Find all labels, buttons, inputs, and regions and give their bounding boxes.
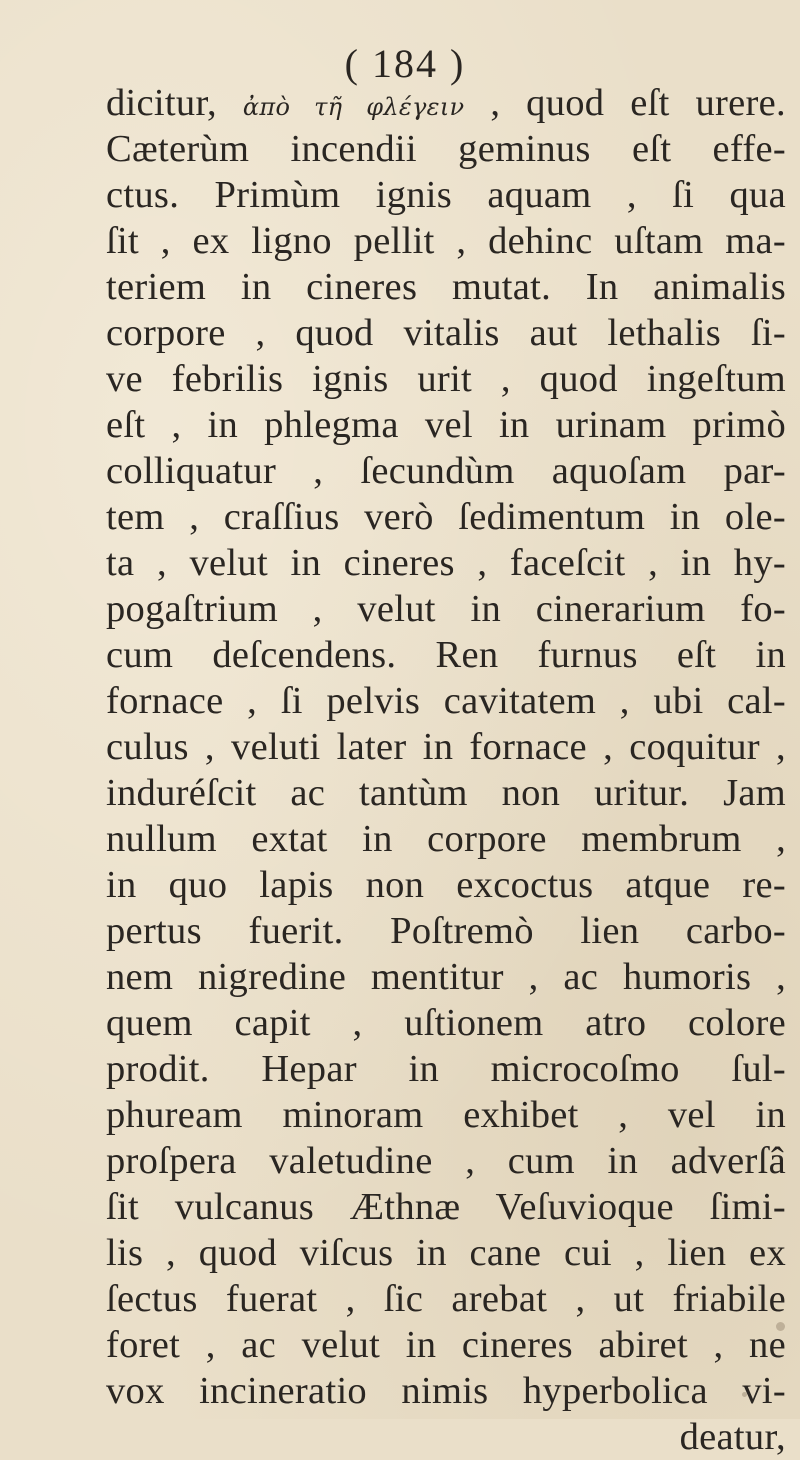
text-line: colliquatur , ſecundùm aquoſam par- xyxy=(106,450,786,492)
text-line: ſit vulcanus Æthnæ Veſuvioque ſimi- xyxy=(106,1186,786,1228)
text-line: ſectus fuerat , ſic arebat , ut friabile xyxy=(106,1278,786,1320)
text-line: pogaſtrium , velut in cinerarium fo- xyxy=(106,588,786,630)
text-line: induréſcit ac tantùm non uritur. Jam xyxy=(106,772,786,814)
text-line: ctus. Primùm ignis aquam , ſi qua xyxy=(106,174,786,216)
text-line: Cæterùm incendii geminus eſt effe- xyxy=(106,128,786,170)
text-line: pertus fuerit. Poſtremò lien carbo- xyxy=(106,910,786,952)
text-line: fornace , ſi pelvis cavitatem , ubi cal- xyxy=(106,680,786,722)
ink-speck xyxy=(776,1322,785,1331)
text-line: eſt , in phlegma vel in urinam primò xyxy=(106,404,786,446)
text-line: lis , quod viſcus in cane cui , lien ex xyxy=(106,1232,786,1274)
body-text xyxy=(106,80,786,1460)
text-line: nullum extat in corpore membrum , xyxy=(106,818,786,860)
text-line: teriem in cineres mutat. In animalis xyxy=(106,266,786,308)
text-line xyxy=(106,80,786,126)
text-line: foret , ac velut in cineres abiret , ne xyxy=(106,1324,786,1366)
text-line: ta , velut in cineres , faceſcit , in hy- xyxy=(106,542,786,584)
text-line: vox incineratio nimis hyperbolica vi- xyxy=(106,1370,786,1412)
ink-speck xyxy=(742,1392,747,1397)
text-line: phuream minoram exhibet , vel in xyxy=(106,1094,786,1136)
text-line: deatur, xyxy=(679,1416,786,1458)
text-span: , quod eſt urere. xyxy=(464,82,786,124)
text-line: corpore , quod vitalis aut lethalis ſi- xyxy=(106,312,786,354)
text-line: culus , veluti later in fornace , coquitur , xyxy=(106,726,786,768)
text-line: prodit. Hepar in microcoſmo ſul- xyxy=(106,1048,786,1090)
greek-phrase: ἀπὸ τῆ φλέγειν xyxy=(242,93,465,121)
text-line: tem , craſſius verò ſedimentum in ole- xyxy=(106,496,786,538)
text-line: ve febrilis ignis urit , quod ingeſtum xyxy=(106,358,786,400)
page-number: ( 184 ) xyxy=(344,41,466,86)
text-line: cum deſcendens. Ren furnus eſt in xyxy=(106,634,786,676)
text-line: proſpera valetudine , cum in adverſâ xyxy=(106,1140,786,1182)
text-span: dicitur, xyxy=(106,82,243,124)
text-line: ſit , ex ligno pellit , dehinc uſtam ma- xyxy=(106,220,786,262)
text-line: in quo lapis non excoctus atque re- xyxy=(106,864,786,906)
text-line: quem capit , uſtionem atro colore xyxy=(106,1002,786,1044)
text-line: nem nigredine mentitur , ac humoris , xyxy=(106,956,786,998)
